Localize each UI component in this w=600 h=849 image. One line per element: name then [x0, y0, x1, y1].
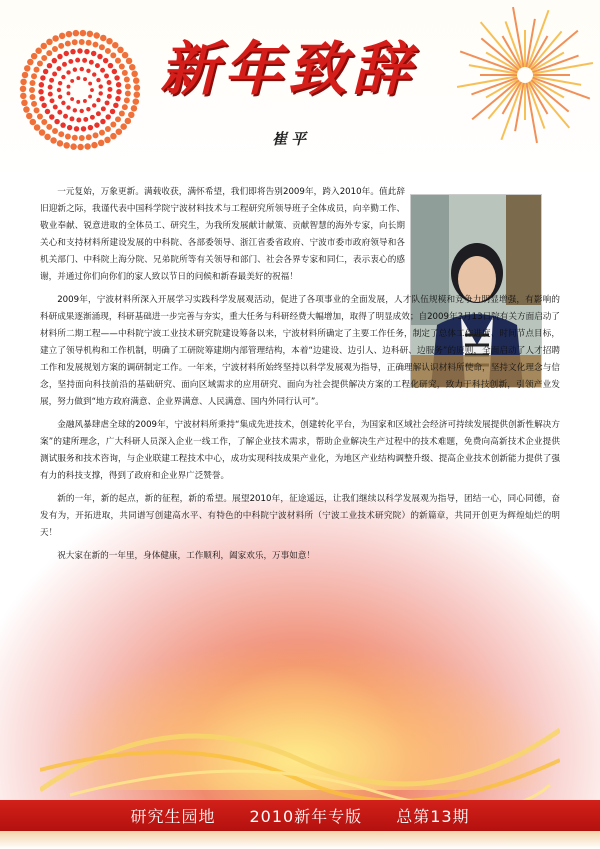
paragraph-new-year: 新的一年，新的起点，新的征程，新的希望。展望2010年，征途遥远，让我们继续以科学发展观为指导，团结一心，同心同德，奋发有为，开拓进取，共同谱写创建高水平、有特色的中科院宁波材料所（宁波工业技术研究院）的新篇章，共同开创更为辉煌灿烂的明天！ [40, 494, 560, 538]
paragraph-opening: 一元复始，万象更新。满载收获，满怀希望，我们即将告别2009年，跨入2010年。值此辞旧迎新之际，我谨代表中国科学院宁波材料技术与工程研究所领导班子全体成员，向辛勤工作、敬业奉献、锐意进取的全体员工、研究生，为我所发展献计献策、贡献智慧的海外专家，向长期关心和支持材料所建设发展的中科院、各部委领导、浙江省委省政府、宁波市委市政府领导和各机关部门、中科院上海分院、兄弟院所等有关领导和部门、社会各界专家和同仁，表示衷心的感谢，并通过你们向你们的家人致以节日的问候和新春最美好的祝福！ [40, 187, 405, 282]
paragraph-2009-review: 2009年，宁波材料所深入开展学习实践科学发展观活动，促进了各项事业的全面发展，人才队伍规模和竞争力明显增强，有影响的科研成果逐渐涌现，科研基础进一步完善与夯实，重大任务与科研经费大幅增加，取得了明显成效；自2009年3月13日院有关方面启动了材料所二期工程——中科院宁波工业技术研究院建设筹备以来，宁波材料所确定了主要工作任务，制定了总体工作进度、时间节点目标，建立了领导机构和工作机制，明确了工研院筹建期内部管理结构，本着“边建设、边引人、边科研、边服务”的原则，全面启动了人才招聘工作和发展规划方案的调研制定工作。一年来，宁波材料所始终坚持以科学发展观为指导，正确理解认识材料所使命，坚持文化理念与信念，坚持面向科技前沿的基础研究、面向区域需求的应用研究、面向为社会提供解决方案的工程化研究，致力于科技创新，引领产业发展，努力做到“地方政府满意、企业界满意、人民满意、国内外同行认可”。 [40, 295, 560, 407]
firework-left-icon [10, 20, 150, 160]
paragraph-financial-crisis: 金融风暴肆虐全球的2009年，宁波材料所秉持“集成先进技术，创建转化平台，为国家和区域社会经济可持续发展提供创新性解决方案”的建所理念，广大科研人员深入企业一线工作，了解企业技术需求，帮助企业解决生产过程中的技术难题，免费向高新技术企业提供测试服务和技术咨询，与企业联建工程技术中心，成功实现科技成果产业化，为地区产业结构调整升级、提高企业技术创新能力提供了强有力的科技支撑，得到了政府和企业界广泛赞誉。 [40, 420, 560, 481]
page-title: 新年致辞 [160, 35, 417, 103]
paragraph-wishes: 祝大家在新的一年里，身体健康，工作顺利，阖家欢乐，万事如意！ [57, 551, 316, 561]
article-body [40, 184, 560, 571]
footer-bottom-strip [0, 831, 600, 849]
footer-issue: 2010新年专版 [249, 807, 363, 826]
footer-section: 研究生园地 [130, 807, 216, 826]
gold-swirl-decoration [40, 690, 560, 800]
footer-number: 总第13期 [396, 807, 470, 826]
footer-bar [0, 800, 600, 831]
author-name: 崔平 [272, 130, 311, 148]
